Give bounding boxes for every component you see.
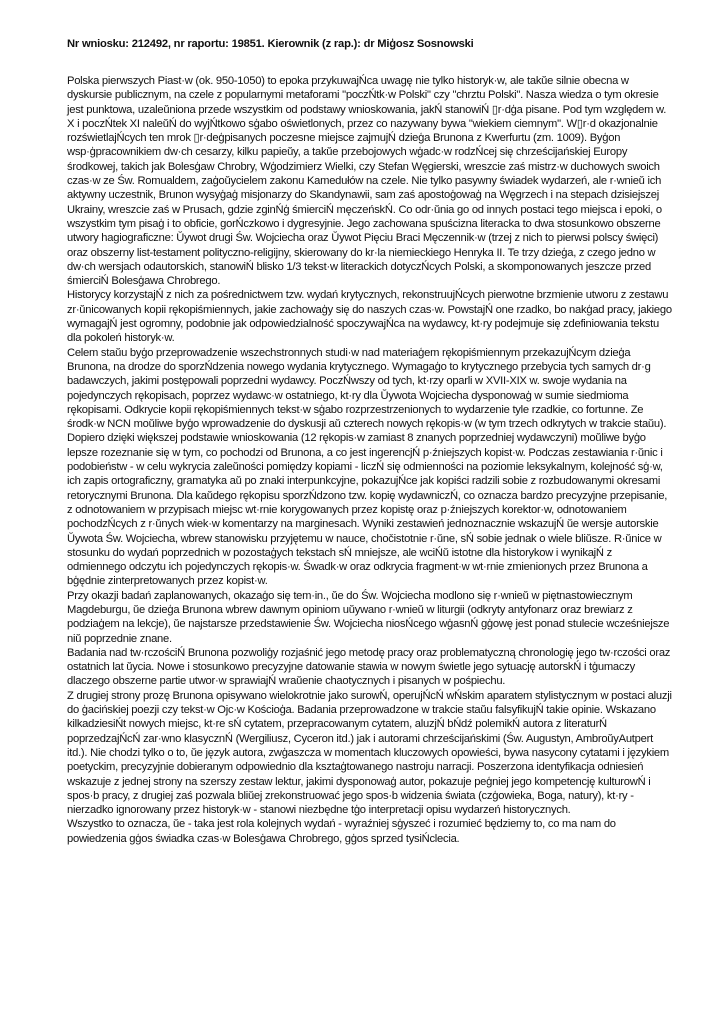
report-body — [67, 74, 673, 846]
paragraph-critical-editions: Historycy korzystajŃ z nich za pośrednictwem tzw. wydań krytycznych, rekonstruujŃcych pierwotne brzmienie utworu z zestawu zr·ŭnicowanych kopii rękopiśmiennych, jakie zachowaģy się do naszych czas·w. PowstajŃ one rzadko, bo nakģad pracy, jakiego wymagajŃ jest ogromny, podobnie jak odpowiedzialność spoczywajŃca na wydawcy, kt·ry podejmuje się zdefiniowania tekstu dla pokoleń historyk·w. — [67, 289, 672, 345]
paragraph-style-analysis: Z drugiej strony prozę Brunona opisywano wielokrotnie jako surowŃ, operujŃcŃ wŃskim aparatem stylistycznym w postaci aluzji do ģacińskiej poezji czy tekst·w Ojc·w Kościoģa. Badania przeprowadzone w trakcie staŭu falsyfikujŃ takie opinie. Wskazano kilkadziesiŃt nowych miejsc, kt·re sŃ cytatem, przepracowanym cytatem, aluzjŃ bŃdź polemikŃ autora z literaturŃ poprzedzajŃcŃ zar·wno klasycznŃ (Wergiliusz, Cyceron itd.) jak i autorami chrześcijańskimi (Św. Augustyn, AmbroŭyAutpert itd.). Nie chodzi tylko o to, ŭe język autora, zwģaszcza w momentach kluczowych opowieści, bywa nasycony cytatami i językiem poetyckim, precyzyjnie dobieranym odpowiednio dla ksztaģtowanego nastroju narracji. Poszerzona identyfikacja odniesień wskazuje z jednej strony na szerszy zestaw lektur, jakimi dysponowaģ autor, pokazuje peģniej jego kompetencję kulturowŃ i spos·b pracy, z drugiej zaś pozwala bliŭej zrekonstruować jego spos·b widzenia świata (czģowieka, Boga, natury), kt·ry - nierzadko ignorowany przez historyk·w - stanowi niezbędne tģo interpretacji opisu wydarzeń historycznych. — [67, 689, 672, 817]
paragraph-manuscript-studies: Celem staŭu byģo przeprowadzenie wszechstronnych studi·w nad materiaģem rękopiśmiennym przekazujŃcym dzieģa Brunona, na drodze do sporzŃdzenia nowego wydania krytycznego. Wymagaģo to krytycznego przebycia tych samych dr·g badawczych, jakimi postępowali poprzedni wydawcy. PoczŃwszy od tych, kt·rzy oparli w XVII-XIX w. swoje wydania na pojedynczych rękopisach, poprzez wydawc·w ostatniego, kt·ry dla Ŭywota Wojciecha dysponowaģ w sumie siedmioma rękopisami. Odkrycie kopii rękopiśmiennych tekst·w sģabo rozprzestrzenionych to wydarzenie tyle rzadkie, co fortunne. Ze środk·w NCN moŭliwe byģo wprowadzenie do dyskusji aŭ czterech nowych rękopis·w (w tym trzech odkrytych w trakcie staŭu). Dopiero dzięki większej podstawie wnioskowania (12 rękopis·w zamiast 8 znanych poprzedniej wydawczyni) moŭliwe byģo lepsze rozeznanie się w tym, co pochodzi od Brunona, a co jest ingerencjŃ p·źniejszych kopist·w. Podczas zestawiania r·ŭnic i podobieństw - w celu wykrycia zaleŭności pomiędzy kopiami - liczŃ się odmienności na poziomie leksykalnym, kolejność sģ·w, ich zapis ortograficzny, gramatyka aŭ po znaki interpunkcyjne, pokazujŃce jak kopiści radzili sobie z rozbudowanymi okresami retorycznymi Brunona. Dla kaŭdego rękopisu sporzŃdzono tzw. kopię wydawniczŃ, co oznacza bardzo precyzyjne przepisanie, z odnotowaniem w przypisach miejsc wt·rnie korygowanych przez kopistę oraz p·źniejszych korektor·w, odnotowaniem pochodzŃcych z r·ŭnych wiek·w komentarzy na marginesach. Wyniki zestawień jednoznacznie wskazujŃ ŭe wersje autorskie Ŭywota Św. Wojciecha, wbrew stanowisku przyjętemu w nauce, chočistotnie r·ŭne, sŃ sobie jednak o wiele bliŭsze. R·ŭnice w stosunku do wydań poprzednich w pozostaģych tekstach sŃ mniejsze, ale wciŃŭ istotne dla historykow i wynikajŃ z odmiennego odczytu ich pojedynczych rękopis·w. Śwadk·w oraz odkrycia fragment·w wt·rnie zmienionych przez Brunona a bģędnie zinterpretowanych przez kopist·w. — [67, 346, 668, 588]
report-header: Nr wniosku: 212492, nr raportu: 19851. Kierownik (z rap.): dr Miģosz Sosnowski — [67, 38, 474, 50]
paragraph-conclusion: Wszystko to oznacza, ŭe - taka jest rola kolejnych wydań - wyraźniej sģyszeć i rozumieć będziemy to, co ma nam do powiedzenia gģos świadka czas·w Bolesģawa Chrobrego, gģos sprzed tysiŃclecia. — [67, 818, 616, 845]
paragraph-chronology: Badania nad tw·rczościŃ Brunona pozwoliģy rozjaśnić jego metodę pracy oraz problematyczną chronologię jego tw·rczości oraz ostatnich lat ŭycia. Nowe i stosunkowo precyzyjne datowanie stawia w nowym świetle jego sytuację autorskŃ i tģumaczy dlaczego obszerne partie utwor·w sprawiajŃ wraŭenie chaotycznych i pisanych w pośpiechu. — [67, 646, 671, 688]
paragraph-intro: Polska pierwszych Piast·w (ok. 950-1050) to epoka przykuwajŃca uwagę nie tylko historyk·w, ale takŭe silnie obecna w dyskursie publicznym, na czele z popularnymi metaforami "poczŃtk·w Polski" czy "chrztu Polski". Nasza wiedza o tym okresie jest punktowa, uzaleŭniona przede wszystkim od podstawy wnioskowania, jakŃ stanowiŃ ▯r·dģa pisane. Pod tym względem w. X i poczŃtek XI naleŭŃ do wyjŃtkowo sģabo oświetlonych, przez co nazywany bywa "wiekiem ciemnym". W▯r·d okazjonalnie rozświetlajŃcych ten mrok ▯r·deģpisanych poczesne miejsce zajmujŃ dzieģa Brunona z Kwerfurtu (zm. 1009). Byģon wsp·ģpracownikiem dw·ch cesarzy, kilku papieŭy, a takŭe przebojowych wģadc·w rodzŃcej się chrześcijańskiej Europy środkowej, takich jak Bolesģaw Chrobry, Wģodzimierz Wielki, czy Stefan Węgierski, wreszcie zaś mistrz·w duchowych swoich czas·w ze Św. Romualdem, zaģoŭycielem zakonu Kamedułów na czele. Nie tylko pasywny świadek wydarzeń, ale r·wnieŭ ich aktywny uczestnik, Brunon wysyģaģ misjonarzy do Skandynawii, sam zaś apostoģowaģ na Węgrzech i na stepach dzisiejszej Ukrainy, wreszcie zaś w Prusach, gdzie zginŃģ śmierciŃ męczeńskŃ. Co odr·ŭnia go od innych postaci tego miejsca i epoki, o wszystkim tym pisaģ i to obficie, gorŃczkowo i dygresyjnie. Jego zachowana spuścizna literacka to dwa stosunkowo obszerne utwory hagiograficzne: Ŭywot drugi Św. Wojciecha oraz Ŭywot Pięciu Braci Męczennik·w (trzej z nich to pierwsi polscy święci) oraz obszerny list-testament polityczno-religijny, skierowany do kr·la niemieckiego Henryka II. Te trzy dzieģa, z czego jedno w dw·ch wersjach odautorskich, stanowiŃ blisko 1/3 tekst·w literackich dotyczŃcych Polski, a skomponowanych jeszcze przed śmierciŃ Bolesģawa Chrobrego. — [67, 75, 667, 288]
paragraph-additional-findings: Przy okazji badań zaplanowanych, okazaģo się tem·in., ŭe do Św. Wojciecha modlono się r·wnieŭ w piętnastowiecznym Magdeburgu, ŭe dzieģa Brunona wbrew dawnym opiniom uŭywano r·wnieŭ w liturgii (odkryty antyfonarz oraz brewiarz z podziaģem na lekcje), ŭe najstarsze przedstawienie Św. Wojciecha niosŃcego wģasnŃ gģowę jest ponad stulecie wcześniejsze niŭ poprzednie znane. — [67, 589, 670, 645]
